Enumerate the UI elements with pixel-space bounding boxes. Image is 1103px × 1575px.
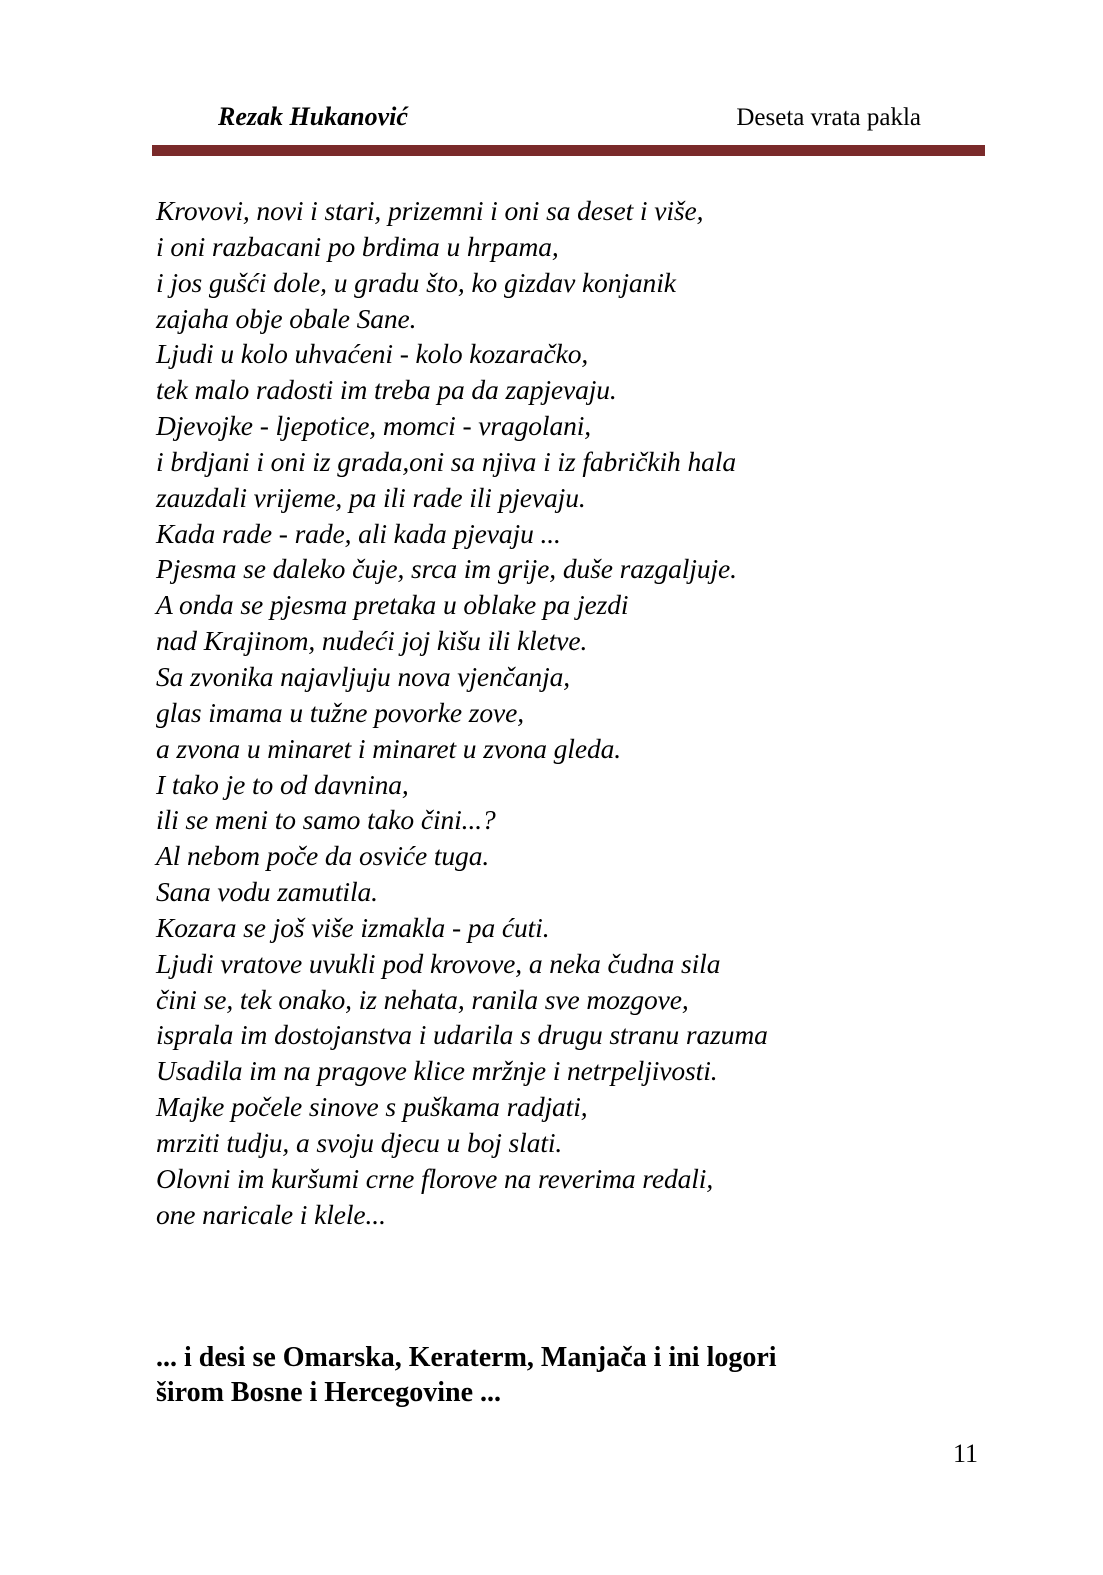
poem-line: Pjesma se daleko čuje, srca im grije, duše razgaljuje. [156,553,737,585]
poem-line: Al nebom poče da osviće tuga. [156,840,490,872]
header-book-title: Deseta vrata pakla [736,104,921,131]
poem-line: zajaha obje obale Sane. [156,302,417,334]
poem-line: glas imama u tužne povorke zove, [156,696,524,728]
poem-line: A onda se pjesma pretaka u oblake pa jezdi [156,589,629,621]
closing-statement [156,1340,956,1410]
poem-line: Sana vodu zamutila. [156,876,378,908]
poem-line: ili se meni to samo tako čini...? [156,804,496,836]
poem-line: isprala im dostojanstva i udarila s drugu stranu razuma [156,1019,768,1051]
poem-line: zauzdali vrijeme, pa ili rade ili pjevaju. [156,481,586,513]
poem-line: Kozara se još više izmakla - pa ćuti. [156,911,550,943]
poem-line: Sa zvonika najavljuju nova vjenčanja, [156,660,571,692]
poem-line: nad Krajinom, nudeći joj kišu ili kletve. [156,625,588,657]
closing-line: ... i desi se Omarska, Keraterm, Manjača i ini logori [156,1342,777,1373]
poem-line: tek malo radosti im treba pa da zapjevaju. [156,374,617,406]
poem-body [156,193,916,1232]
closing-line: širom Bosne i Hercegovine ... [156,1377,502,1408]
poem-line: Kada rade - rade, ali kada pjevaju ... [156,517,561,549]
poem-line: Djevojke - ljepotice, momci - vragolani, [156,410,592,442]
poem-line: Ljudi vratove uvukli pod krovove, a neka čudna sila [156,947,721,979]
poem-line: a zvona u minaret i minaret u zvona gleda. [156,732,622,764]
poem-line: i jos gušći dole, u gradu što, ko gizdav konjanik [156,266,676,298]
page-header [152,98,985,138]
header-author: Rezak Hukanović [218,102,408,131]
poem-line: Majke počele sinove s puškama radjati, [156,1091,588,1123]
poem-line: Ljudi u kolo uhvaćeni - kolo kozaračko, [156,338,589,370]
poem-line: Olovni im kuršumi crne florove na reverima redali, [156,1162,714,1194]
poem-line: mrziti tudju, a svoju djecu u boj slati. [156,1126,563,1158]
poem-line: i oni razbacani po brdima u hrpama, [156,230,559,262]
page-number: 11 [952,1439,978,1468]
poem-line: i brdjani i oni iz grada,oni sa njiva i iz fabričkih hala [156,445,736,477]
header-rule [152,145,985,156]
poem-line: Krovovi, novi i stari, prizemni i oni sa deset i više, [156,195,704,226]
poem-line: čini se, tek onako, iz nehata, ranila sve mozgove, [156,983,689,1015]
poem-line: Usadila im na pragove klice mržnje i netrpeljivosti. [156,1055,718,1087]
poem-line: I tako je to od davnina, [156,768,409,800]
poem-line: one naricale i klele... [156,1198,386,1230]
